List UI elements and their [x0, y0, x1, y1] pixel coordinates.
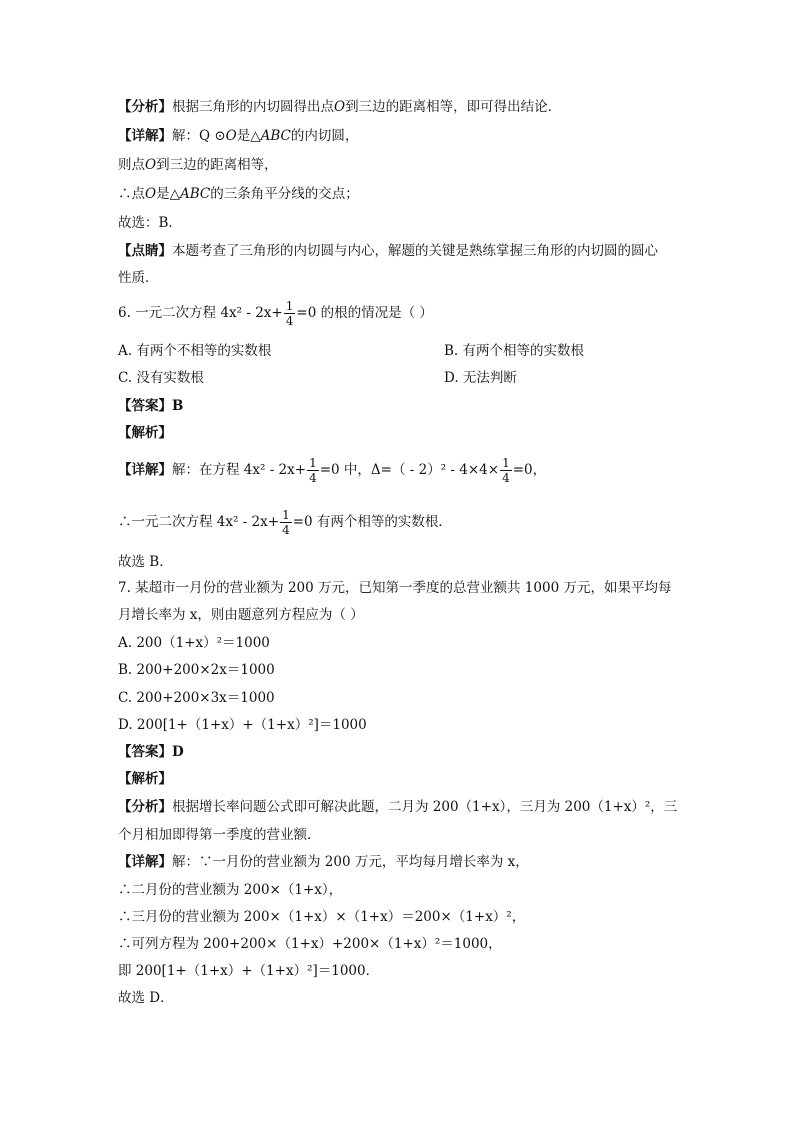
stem-text: 6. 一元二次方程 4x² - 2x+ — [118, 305, 283, 321]
point-o: O — [334, 99, 346, 115]
q6-option-a: A. 有两个不相等的实数根 — [118, 343, 272, 359]
q6-answer: 【答案】B — [118, 398, 184, 414]
q7-choose: 故选 D． — [118, 990, 174, 1006]
detail-tag: 【详解】 — [118, 854, 172, 870]
q7-answer: 【答案】D — [118, 744, 184, 760]
q7-analysis-line-1 — [118, 797, 677, 817]
analysis-tag: 【分析】 — [118, 99, 172, 115]
q7-option-c: C. 200+200×3x＝1000 — [118, 690, 275, 706]
analysis-text: 根据三角形的内切圆得出点 — [172, 99, 334, 115]
conclusion-text: ∴一元二次方程 4x² - 2x+ — [118, 514, 280, 530]
fraction-denominator: 4 — [502, 471, 510, 485]
detail-text: 到三边的距离相等， — [156, 157, 278, 173]
q7-stem-line-1: 7. 某超市一月份的营业额为 200 万元，已知第一季度的总营业额共 1000 万元，如果平均每 — [118, 580, 672, 596]
detail-text: 的三条角平分线的交点； — [210, 186, 359, 202]
detail-text: =0 中，Δ=（ - 2）² - 4×4× — [319, 462, 500, 478]
q7-detail-line-3: ∴三月份的营业额为 200×（1+x）×（1+x）＝200×（1+x）²， — [118, 909, 526, 925]
q6-conclusion — [118, 504, 452, 540]
detail-text: =0， — [512, 462, 547, 478]
q6-option-b: B. 有两个相等的实数根 — [444, 343, 585, 359]
comment-tag: 【点睛】 — [118, 243, 172, 259]
q6-option-d: D. 无法判断 — [444, 370, 517, 386]
q7-analysis: 【解析】 — [118, 771, 172, 787]
fraction-one-quarter — [500, 456, 512, 485]
q5-choose: 故选：B． — [118, 215, 182, 231]
detail-text: ∴点 — [118, 186, 145, 202]
detail-text: 解：在方程 4x² - 2x+ — [172, 462, 307, 478]
q6-detail — [118, 452, 546, 488]
fraction-denominator: 4 — [282, 523, 290, 537]
detail-text: 解：∵一月份的营业额为 200 万元，平均每月增长率为 x， — [172, 854, 529, 870]
triangle-abc: ABC — [260, 128, 291, 144]
point-o: O — [145, 186, 157, 202]
q5-comment-line-1 — [118, 241, 658, 261]
detail-tag: 【详解】 — [118, 128, 172, 144]
q5-detail-line-1 — [118, 126, 358, 146]
q5-analysis-line — [118, 97, 561, 117]
detail-text: 则点 — [118, 157, 145, 173]
fraction-one-quarter — [280, 508, 292, 537]
q5-detail-line-3 — [118, 184, 359, 204]
triangle-abc: ABC — [179, 186, 211, 202]
fraction-numerator: 1 — [282, 508, 290, 522]
q6-stem — [118, 298, 433, 328]
conclusion-text: =0 有两个相等的实数根． — [292, 514, 452, 530]
fraction-denominator: 4 — [309, 471, 317, 485]
q7-detail-line-4: ∴可列方程为 200+200×（1+x）+200×（1+x）²＝1000， — [118, 936, 502, 952]
detail-text: 的内切圆， — [290, 128, 359, 144]
q5-comment-line-2: 性质． — [118, 270, 159, 286]
analysis-text: 根据增长率问题公式即可解决此题，二月为 200（1+x），三月为 200（1+x）²，三 — [172, 799, 678, 815]
q7-stem-line-2: 月增长率为 x，则由题意列方程应为（ ） — [118, 607, 364, 623]
detail-text: 解：Q ⊙ — [172, 128, 226, 144]
fraction-one-quarter — [284, 299, 296, 328]
q5-detail-line-2 — [118, 155, 278, 175]
comment-text: 本题考查了三角形的内切圆与内心，解题的关键是熟练掌握三角形的内切圆的圆心 — [172, 243, 658, 259]
analysis-rest: 到三边的距离相等，即可得出结论． — [345, 99, 562, 115]
q7-option-a: A. 200（1+x）²＝1000 — [118, 635, 270, 651]
analysis-tag: 【分析】 — [118, 799, 172, 815]
q7-option-b: B. 200+200×2x＝1000 — [118, 662, 275, 678]
detail-text: 是△ — [236, 128, 261, 144]
detail-text: 是△ — [156, 186, 180, 202]
q7-analysis-line-2: 个月相加即得第一季度的营业额． — [118, 827, 321, 843]
q7-detail-line-5: 即 200[1+（1+x）+（1+x）²]＝1000． — [118, 963, 380, 979]
fraction-numerator: 1 — [309, 456, 317, 470]
fraction-denominator: 4 — [285, 314, 294, 328]
q7-detail-line-1 — [118, 852, 529, 872]
fraction-one-quarter — [307, 456, 319, 485]
fraction-numerator: 1 — [285, 299, 294, 313]
stem-text: =0 的根的情况是（ ） — [296, 305, 433, 321]
point-o: O — [225, 128, 237, 144]
q7-detail-line-2: ∴二月份的营业额为 200×（1+x）， — [118, 882, 343, 898]
q7-option-d: D. 200[1+（1+x）+（1+x）²]＝1000 — [118, 717, 367, 733]
q6-option-c: C. 没有实数根 — [118, 370, 204, 386]
q6-choose: 故选 B． — [118, 554, 173, 570]
q6-analysis: 【解析】 — [118, 425, 172, 441]
point-o: O — [145, 157, 157, 173]
fraction-numerator: 1 — [502, 456, 510, 470]
detail-tag: 【详解】 — [118, 462, 172, 478]
